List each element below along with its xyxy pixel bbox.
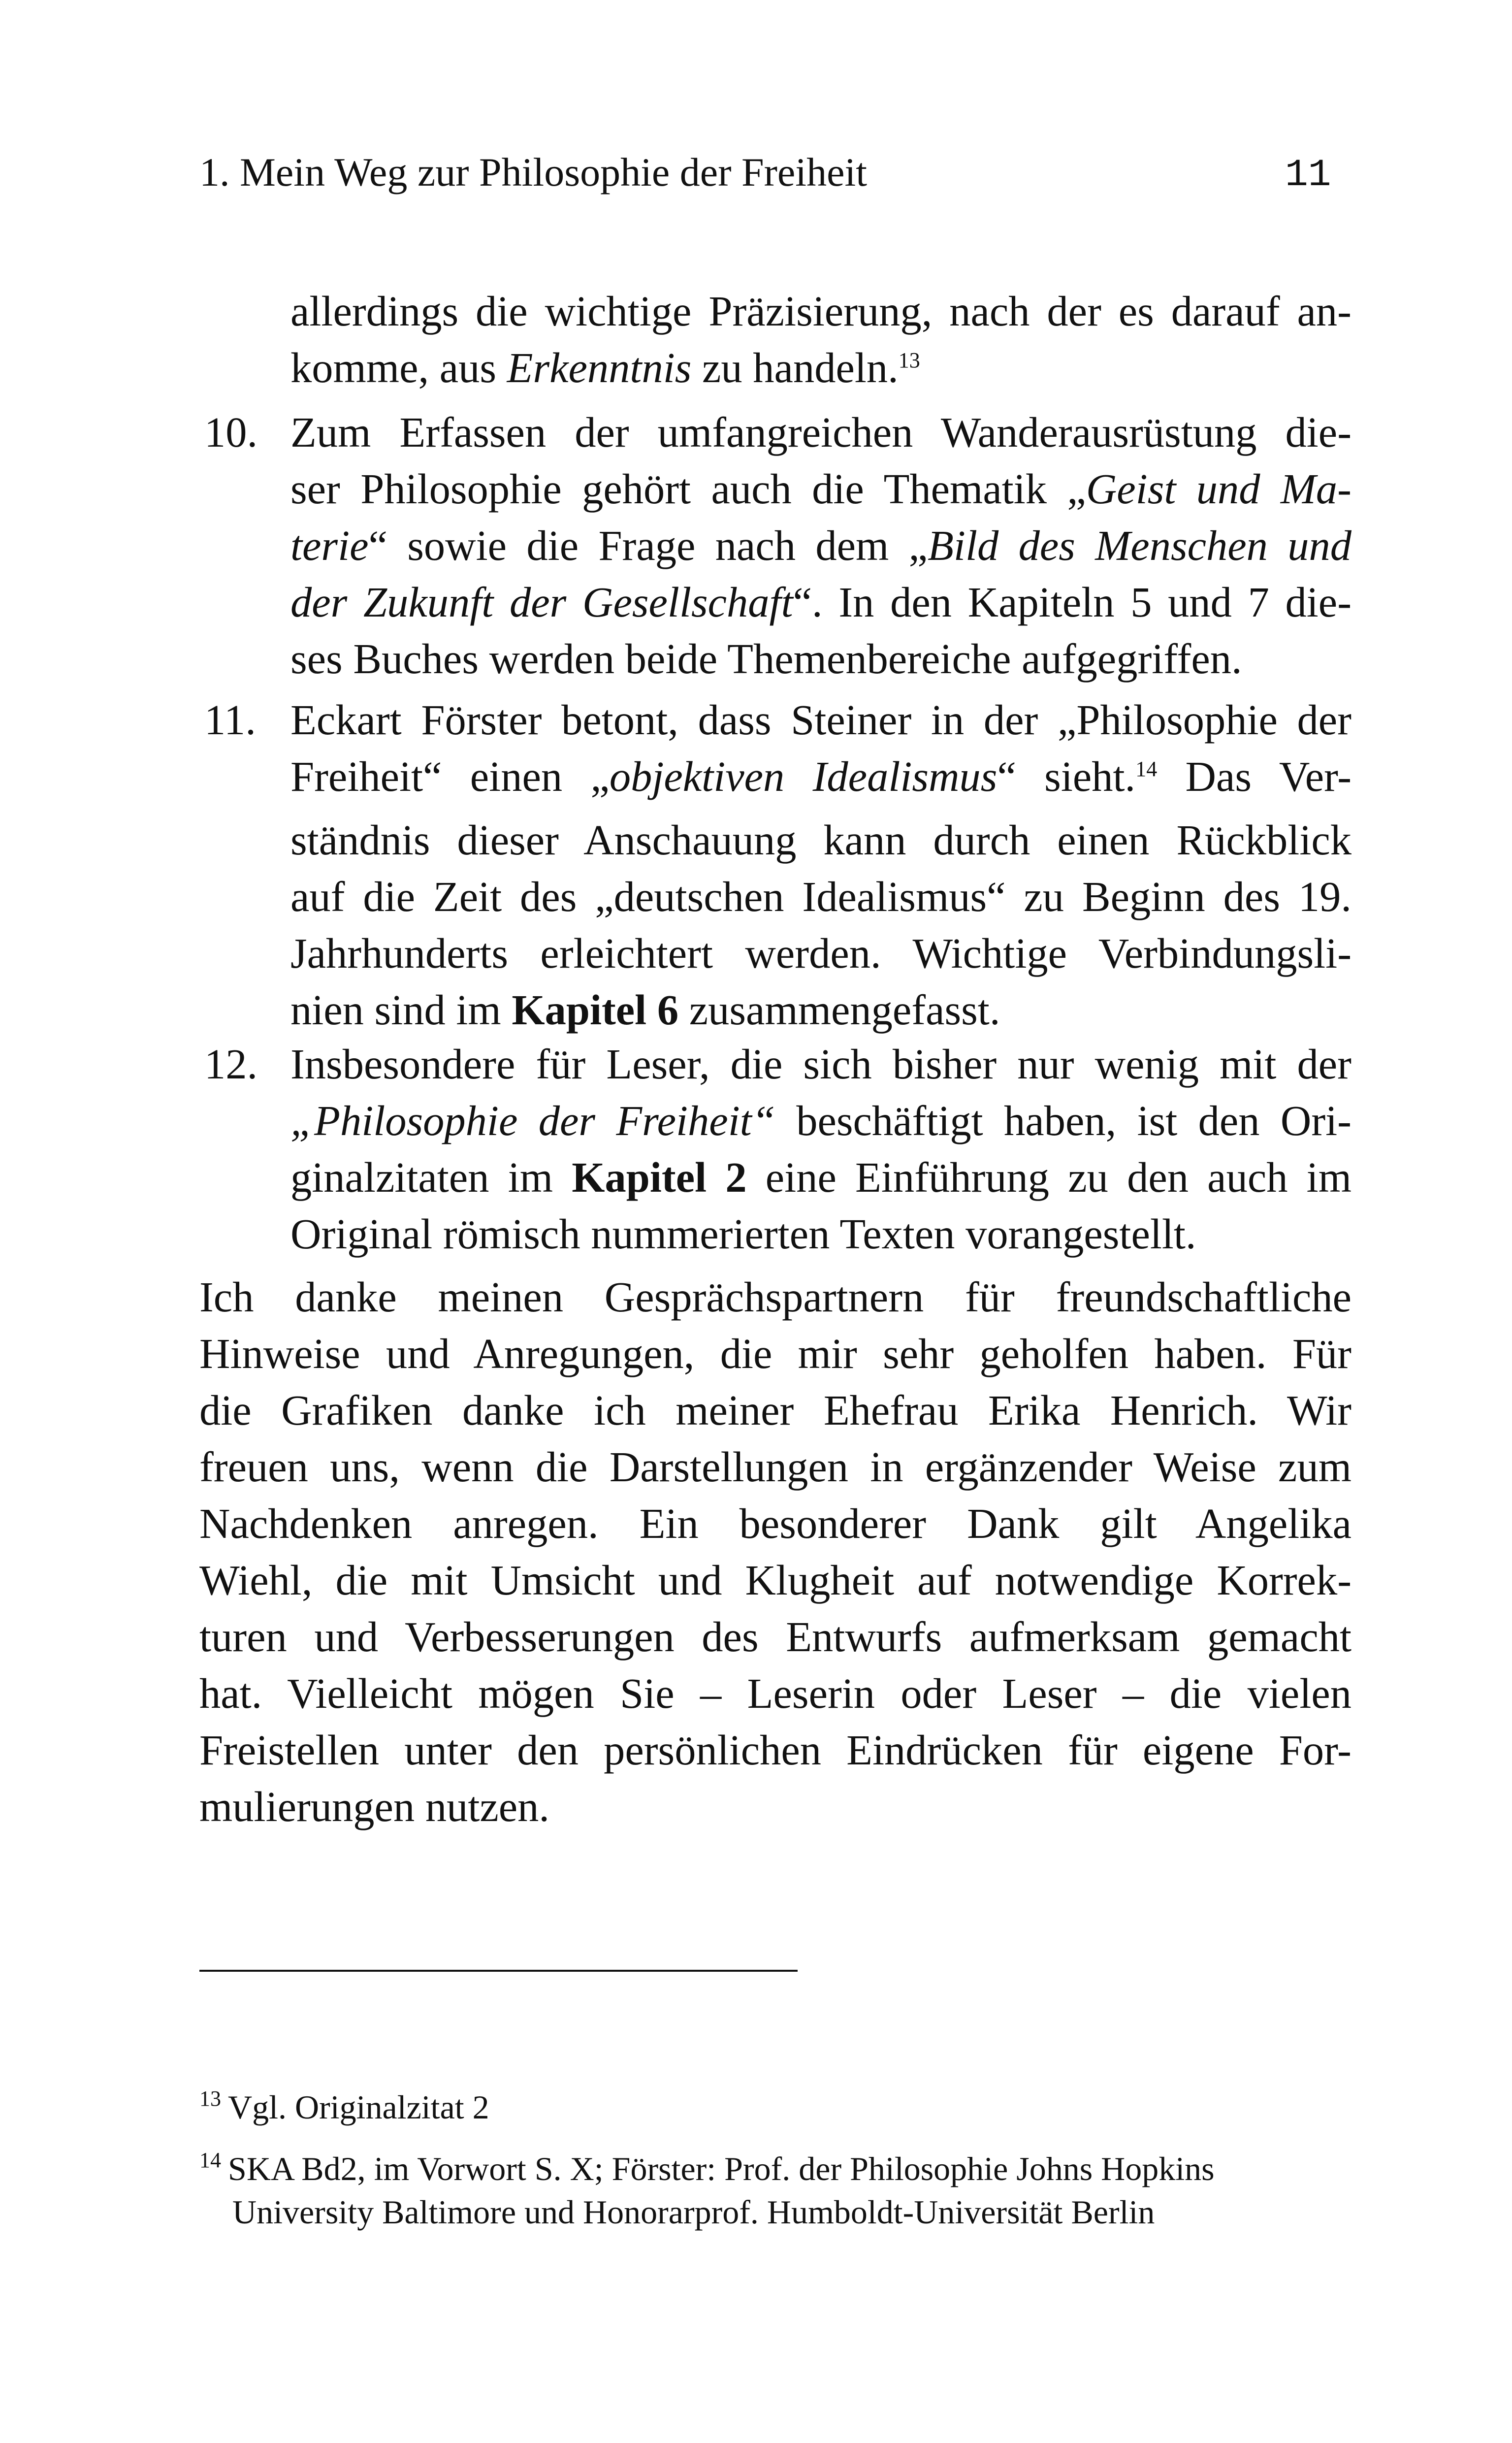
text-line: Jahrhunderts erleichtert werden. Wichtige Verbindungsli-: [290, 930, 1351, 977]
list-item-continuation: [290, 283, 1351, 403]
text-line: [290, 1149, 1351, 1206]
footnote-text: SKA Bd2, im Vorwort S. X; Förster: Prof. der Philosophie Johns Hopkins: [228, 2150, 1215, 2187]
list-item-10: [204, 404, 1352, 687]
text-line: auf die Zeit des „deutschen Idealismus“ zu Beginn des 19.: [290, 873, 1351, 920]
text-run: zusammengefasst.: [678, 986, 1000, 1034]
text-run: Das Ver-: [1157, 753, 1351, 800]
text-line: Freistellen unter den persönlichen Eindrücken für eigene For-: [199, 1726, 1351, 1774]
text-run: ser Philosophie gehört auch die Thematik „: [290, 465, 1086, 513]
list-item-12: [204, 1036, 1351, 1263]
running-header-title: 1. Mein Weg zur Philosophie der Freiheit: [199, 150, 868, 195]
text-line: [290, 749, 1351, 812]
text-run: Freiheit“ einen „: [290, 753, 610, 800]
text-line: turen und Verbesserungen des Entwurfs aufmerksam gemacht: [199, 1613, 1351, 1661]
list-number: 10.: [204, 409, 258, 456]
footnote-number: 14: [199, 2148, 221, 2172]
emphasis: terie: [290, 522, 369, 569]
footnote-14-continuation: University Baltimore und Honorarprof. Humboldt-Universität Berlin: [232, 2193, 1155, 2231]
list-item-11: [204, 692, 1351, 1039]
text-line: ständnis dieser Anschauung kann durch einen Rückblick: [290, 816, 1351, 864]
footnote-ref: 14: [1135, 757, 1158, 781]
text-line: Eckart Förster betont, dass Steiner in der „Philosophie der: [290, 696, 1351, 744]
emphasis: Bild des Menschen und: [928, 522, 1351, 569]
text-line: freuen uns, wenn die Darstellungen in ergänzender Weise zum: [199, 1443, 1351, 1491]
emphasis: objektiven Idealismus: [609, 753, 997, 800]
text-run: zu handeln.: [691, 344, 899, 391]
emphasis: Erkenntnis: [507, 344, 692, 391]
footnote-14: [199, 2147, 1215, 2195]
text-line: [290, 340, 1351, 403]
text-line: ses Buches werden beide Themenbereiche aufgegriffen.: [290, 635, 1242, 683]
footnote-separator: [199, 1970, 798, 1972]
bold-reference: Kapitel 2: [572, 1154, 747, 1201]
text-line: Insbesondere für Leser, die sich bisher nur wenig mit der: [290, 1041, 1351, 1088]
text-line: Original römisch nummerierten Texten vorangestellt.: [290, 1210, 1196, 1258]
emphasis: „Philosophie der Freiheit“: [290, 1097, 775, 1144]
text-line: [290, 982, 1351, 1039]
text-run: “. In den Kapiteln 5 und 7 die-: [793, 579, 1352, 626]
emphasis: der Zukunft der Gesellschaft: [290, 579, 793, 626]
text-line: Ich danke meinen Gesprächspartnern für freundschaftliche: [199, 1273, 1351, 1321]
text-run: nien sind im: [290, 986, 512, 1034]
text-run: beschäftigt haben, ist den Ori-: [775, 1097, 1351, 1144]
text-run: “ sowie die Frage nach dem „: [368, 522, 928, 569]
footnote-number: 13: [199, 2086, 221, 2111]
emphasis: Geist und Ma-: [1086, 465, 1351, 513]
list-number: 12.: [204, 1041, 258, 1088]
text-run: komme, aus: [290, 344, 507, 391]
text-line: Wiehl, die mit Umsicht und Klugheit auf notwendige Korrek-: [199, 1557, 1351, 1604]
list-number: 11.: [204, 696, 256, 744]
text-line: mulierungen nutzen.: [199, 1783, 550, 1830]
text-line: die Grafiken danke ich meiner Ehefrau Erika Henrich. Wir: [199, 1387, 1351, 1434]
footnote-13: [199, 2085, 489, 2133]
text-run: “ sieht.: [997, 753, 1136, 800]
bold-reference: Kapitel 6: [512, 986, 679, 1034]
text-run: eine Einführung zu den auch im: [746, 1154, 1351, 1201]
footnote-text: Vgl. Originalzitat 2: [228, 2088, 489, 2126]
text-line: allerdings die wichtige Präzisierung, nach der es darauf an-: [290, 288, 1351, 335]
text-line: [290, 574, 1351, 631]
text-line: [290, 518, 1351, 574]
text-line: Nachdenken anregen. Ein besonderer Dank gilt Angelika: [199, 1500, 1351, 1547]
text-line: [290, 1093, 1351, 1149]
text-run: ginalzitaten im: [290, 1154, 572, 1201]
footnote-ref: 13: [898, 348, 920, 372]
text-line: Hinweise und Anregungen, die mir sehr geholfen haben. Für: [199, 1330, 1351, 1377]
text-line: [290, 461, 1351, 518]
text-line: hat. Vielleicht mögen Sie – Leserin oder Leser – die vielen: [199, 1670, 1351, 1717]
text-line: Zum Erfassen der umfangreichen Wanderausrüstung die-: [290, 409, 1351, 456]
acknowledgement-paragraph: [199, 1269, 1351, 1835]
page-number: 11: [1285, 154, 1331, 197]
